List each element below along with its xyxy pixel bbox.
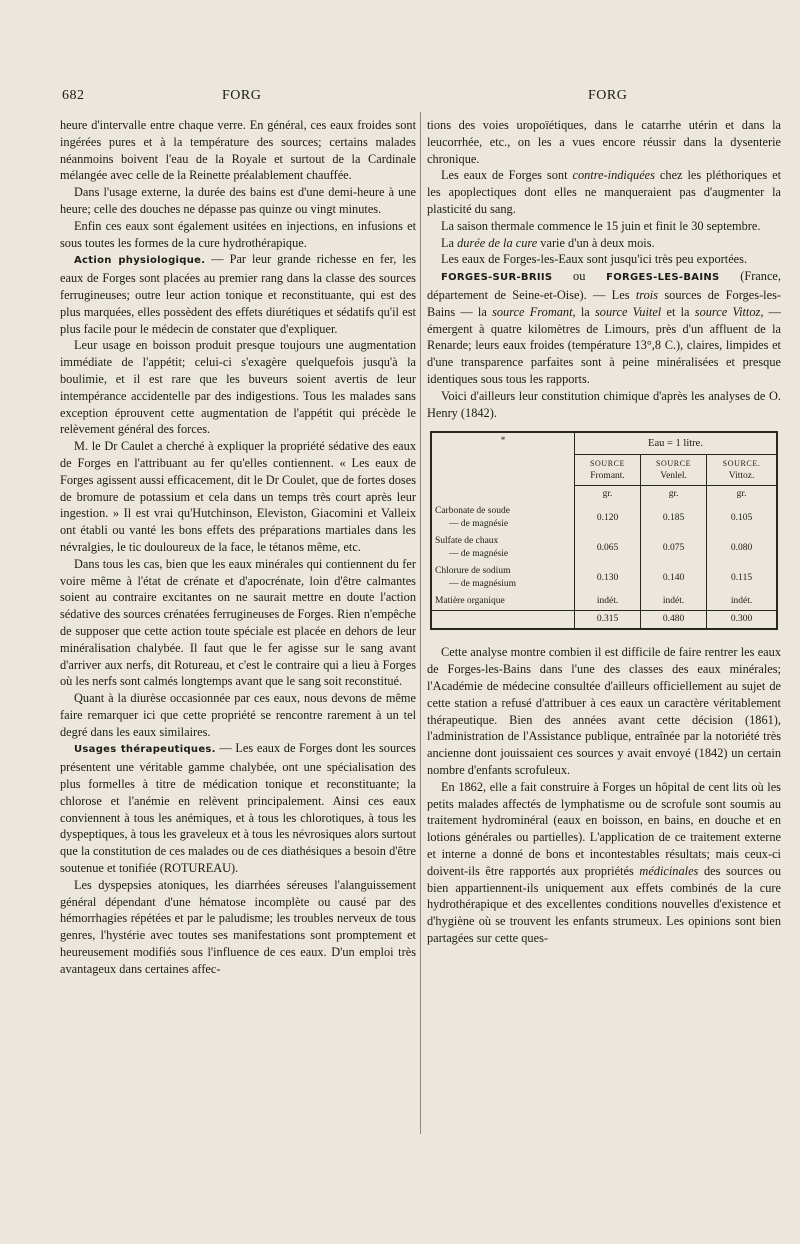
table-column-header: SOURCE Venlel. — [641, 455, 707, 486]
table-cell: 0.115 — [707, 563, 776, 593]
table-cell: indét. — [707, 593, 776, 611]
table-total: 0.315 — [575, 611, 641, 629]
table-row: Chlorure de sodium — de magnésium 0.130 0.140 0.115 — [432, 563, 776, 593]
paragraph: La durée de la cure varie d'un à deux mois. — [441, 235, 655, 250]
paragraph: M. le Dr Caulet a cherché à expliquer la propriété sédative des eaux de Forges en l'attribuant au fer qu'elles contiennent. « Les eaux de Forges agissent aussi efficacement, dit le Dr Coulet, que de fortes doses de bromure de potassium et cela dans un temps très court après leur ingestion. » Il est vrai qu'Hutchinson, Eleviston, Giacomini et Valleix ont établi ou vanté les bons effets des préparations martiales dans les névralgies, le tic douloureux de la face, le tétanos même, etc. — [60, 439, 416, 554]
table-cell: 0.105 — [707, 503, 776, 533]
left-column — [60, 117, 416, 978]
table-cell: indét. — [641, 593, 707, 611]
table-cell: 0.065 — [575, 533, 641, 563]
section-heading: Action physiologique. — [74, 255, 206, 267]
paragraph: Leur usage en boisson produit presque toujours une augmentation immédiate de l'appétit; celui-ci s'exagère quelquefois jusqu'à la boulimie, et il est rare que les buveurs soient avertis de leur intempérance accidentelle par des indigestions. Tous les malades sans exception éprouvent cette augmentation de l'appétit qui précède le relèvement général des forces. — [60, 338, 416, 437]
table-cell: 0.075 — [641, 533, 707, 563]
paragraph: Dans l'usage externe, la durée des bains est d'une demi-heure à une heure; celle des douches ne dépasse pas quinze ou vingt minutes. — [60, 185, 416, 216]
paragraph: Cette analyse montre combien il est difficile de faire rentrer les eaux de Forges-les-Bains dans l'une des classes des eaux minérales; l'Académie de médecine consultée d'ailleurs officiellement au sujet de cette station a refusé d'attribuer à ces eaux un caractère véritablement thérapeutique. Bien des années avant cette décision (1861), l'administration de l'Assistance publique, entraînée par la notoriété très ancienne dont jouissaient ces sources y avait envoyé (1842) un certain nombre d'enfants scrofuleux. — [427, 645, 781, 777]
section-heading: FORGES-SUR-BRIIS — [441, 272, 553, 284]
paragraph: heure d'intervalle entre chaque verre. En général, ces eaux froides sont ingérées pures et à la température des sources; certains malades néanmoins boivent l'eau de la Royale et surtout de la Cardinale mélangée avec celle de la Reinette préalablement chauffée. — [60, 118, 416, 183]
column-divider — [420, 112, 421, 1134]
table-column-header: SOURCE Fromant. — [575, 455, 641, 486]
table-total: 0.480 — [641, 611, 707, 629]
paragraph: Action physiologique. — Par leur grande richesse en fer, les eaux de Forges sont placées au premier rang dans la classe des sources ferrugineuses; outre leur action tonique et reconstituante, qui est des plus marquées, elles possèdent des effets diurétiques et sédatifs qu'il est plus facile pour le médecin de constater que d'expliquer. — [60, 252, 416, 336]
paragraph: Les dyspepsies atoniques, les diarrhées séreuses l'alanguissement général dépendant d'une hématose incomplète ou causé par des hémorrhagies répétées et par le paludisme; les troubles nerveux de tous genres, l'hystérie avec toutes ses manifestations sont promptement et heureusement modifiés sous l'influence de ces eaux. D'un emploi très avantageux dans certaines affec- — [60, 877, 416, 976]
unit-label: gr. — [575, 486, 641, 504]
paragraph: Dans tous les cas, bien que les eaux minérales qui contiennent du fer voire même à l'état de crénate et d'apocrénate, loin d'être calmantes soient au contraire excitantes on ne saurait mettre en doute l'action sédative des sources crénatées ferrugineuses de Forges. Rien n'empêche de supposer que cette action toute spéciale est placée en dehors de leur minéralisation chalybée. Il faut que le fer agisse sur le sang avant d'arriver aux nerfs, dit Rotureau, et c'est le contraire qui a lieu à Forges où les nerfs sont calmés longtemps avant que le sang soit reconstitué. — [60, 556, 416, 689]
table-total: 0.300 — [707, 611, 776, 629]
paragraph: En 1862, elle a fait construire à Forges un hôpital de cent lits où les petits malades affectés de lymphatisme ou de scrofule sont soumis au traitement hydrominéral (eaux en boisson, en bains, en douche et en lotions générales ou partielles). L'application de ce traitement externe et interne a donné de bons et incontestables résultats; mais ceux-ci doivent-ils être rapportés aux propriétés médicinales des sources ou bien appartiennent-ils uniquement aux effets combinés de la cure hydrothérapique et des excellentes conditions nouvelles d'existence et d'hygiène où se trouvent les enfants strumeux. Les opinions sont bien partagées sur cette ques- — [427, 779, 781, 945]
section-heading: Usages thérapeutiques. — [74, 744, 216, 756]
running-title-right: FORG — [588, 88, 628, 103]
table-cell: 0.130 — [575, 563, 641, 593]
paragraph: tions des voies uropoïétiques, dans le catarrhe utérin et dans la leucorrhée, etc., on les a vues encore réussir dans la dysenterie chronique. — [427, 118, 781, 166]
paragraph: Usages thérapeutiques. — Les eaux de Forges dont les sources présentent une véritable gamme chalybée, ont une spécialisation des plus formelles à titre de médication tonique et reconstituante; la chlorose et l'anémie en relèvent principalement. Ainsi ces eaux conviennent à tous les anémiques, et à tous les chlorotiques, à tous les dyspeptiques, à tous les graveleux et à tous les névrosiques alors surtout que la constitution de ces malades ou de ces diathésiques a besoin d'être soutenue et tonifiée (ROTUREAU). — [60, 741, 416, 876]
right-column — [427, 117, 781, 947]
paragraph: Enfin ces eaux sont également usitées en injections, en infusions et sous toutes les formes de la cure hydrothérapique. — [60, 218, 416, 250]
paragraph: La saison thermale commence le 15 juin et finit le 30 septembre. — [441, 218, 761, 233]
page-number: 682 — [62, 88, 85, 103]
table-column-header: SOURCE. Vittoz. — [707, 455, 776, 486]
unit-label: gr. — [641, 486, 707, 504]
table-row: Sulfate de chaux — de magnésie 0.065 0.075 0.080 — [432, 533, 776, 563]
table-cell: 0.185 — [641, 503, 707, 533]
running-title-left: FORG — [222, 88, 262, 103]
paragraph: Voici d'ailleurs leur constitution chimique d'après les analyses de O. Henry (1842). — [427, 388, 781, 420]
table-cell: 0.080 — [707, 533, 776, 563]
table-row: Carbonate de soude — de magnésie 0.120 0.185 0.105 — [432, 503, 776, 533]
table-group-header: Eau = 1 litre. — [575, 433, 777, 455]
table-total-row — [432, 611, 776, 629]
table-cell: indét. — [575, 593, 641, 611]
table-cell: 0.140 — [641, 563, 707, 593]
table-row: Matière organique indét. indét. indét. — [432, 593, 776, 611]
paragraph: Les eaux de Forges-les-Eaux sont jusqu'ici très peu exportées. — [441, 252, 748, 267]
paragraph: Les eaux de Forges sont contre-indiquées chez les pléthoriques et les apoplectiques dont elles ne manqueraient pas d'augmenter la plasticité du sang. — [427, 168, 781, 216]
paragraph: FORGES-SUR-BRIIS ou FORGES-LES-BAINS (France, département de Seine-et-Oise). — Les trois sources de Forges-les-Bains — la source Fromant, la source Vuitel et la source Vittoz, — émergent à quatre kilomètres de Limours, près d'un affluent de la Renarde; leurs eaux froides (température 13°,8 C.), claires, limpides et d'une transparence parfaites sont à peine minéralisées et presque identiques sous tous les rapports. — [427, 269, 782, 386]
table-corner: * — [500, 436, 506, 447]
analysis-table — [430, 431, 778, 630]
table-cell: 0.120 — [575, 503, 641, 533]
unit-label: gr. — [707, 486, 776, 504]
paragraph: Quant à la diurèse occasionnée par ces eaux, nous devons de même faire remarquer ici que cette propriété se rencontre rarement à un tel degré dans les eaux similaires. — [60, 691, 416, 739]
section-heading: FORGES-LES-BAINS — [606, 272, 720, 284]
